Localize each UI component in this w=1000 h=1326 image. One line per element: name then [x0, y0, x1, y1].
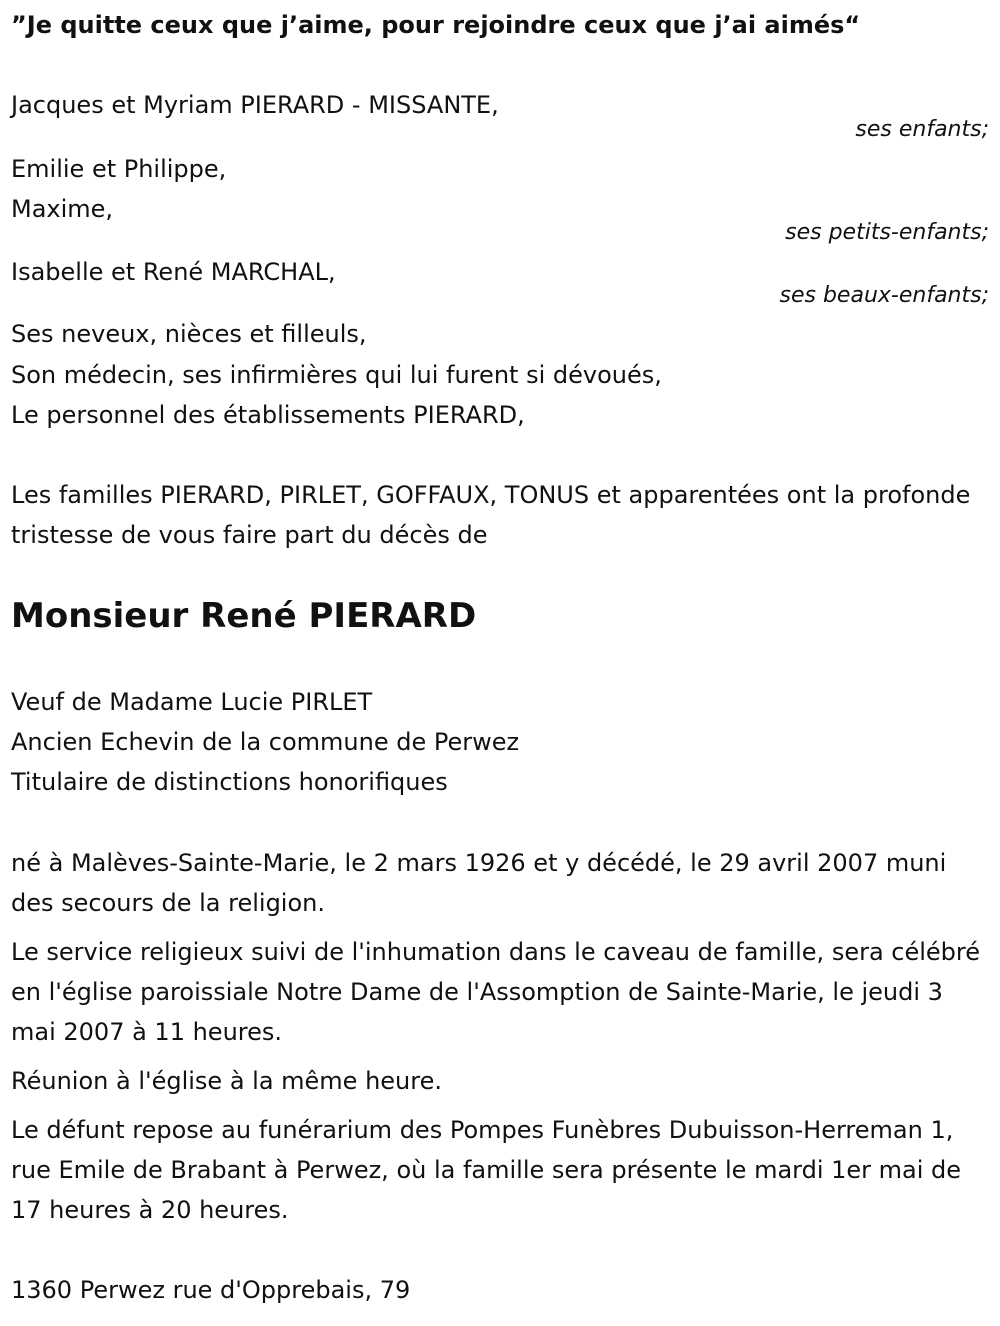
deceased-title-widow: Veuf de Madame Lucie PIRLET [11, 688, 373, 716]
deceased-title-alderman: Ancien Echevin de la commune de Perwez [11, 728, 520, 756]
epigraph-quote: ”Je quitte ceux que j’aime, pour rejoindre ceux que j’ai aimés“ [11, 11, 861, 39]
staff-line: Le personnel des établissements PIERARD, [11, 401, 525, 429]
grandchildren-line-2: Maxime, [11, 195, 114, 223]
children-names: Jacques et Myriam PIERARD - MISSANTE, [11, 91, 499, 119]
address-line: 1360 Perwez rue d'Opprebais, 79 [11, 1276, 411, 1304]
nephews-nieces-line: Ses neveux, nièces et filleuls, [11, 320, 367, 348]
doctor-nurses-line: Son médecin, ses infirmières qui lui furent si dévoués, [11, 361, 662, 389]
funeral-home-paragraph: Le défunt repose au funérarium des Pompes Funèbres Dubuisson-Herreman 1, rue Emile de Brabant à Perwez, où la famille sera présente le mardi 1er mai de 17 heures à 20 heures. [11, 1116, 962, 1224]
inlaws-names: Isabelle et René MARCHAL, [11, 258, 336, 286]
service-paragraph: Le service religieux suivi de l'inhumation dans le caveau de famille, sera célébré en l'église paroissiale Notre Dame de l'Assomption de Sainte-Marie, le jeudi 3 mai 2007 à 11 heures. [11, 938, 981, 1046]
children-role: ses enfants; [855, 117, 989, 142]
grandchildren-role: ses petits-enfants; [785, 220, 989, 245]
meeting-paragraph: Réunion à l'église à la même heure. [11, 1067, 442, 1095]
inlaws-role: ses beaux-enfants; [779, 283, 989, 308]
announcement-paragraph: Les familles PIERARD, PIRLET, GOFFAUX, TONUS et apparentées ont la profonde tristesse de vous faire part du décès de [11, 481, 971, 549]
deceased-name: Monsieur René PIERARD [11, 596, 477, 636]
grandchildren-line-1: Emilie et Philippe, [11, 155, 227, 183]
birth-death-paragraph: né à Malèves-Sainte-Marie, le 2 mars 1926 et y décédé, le 29 avril 2007 muni des secours de la religion. [11, 849, 947, 917]
deceased-title-honors: Titulaire de distinctions honorifiques [11, 768, 448, 796]
